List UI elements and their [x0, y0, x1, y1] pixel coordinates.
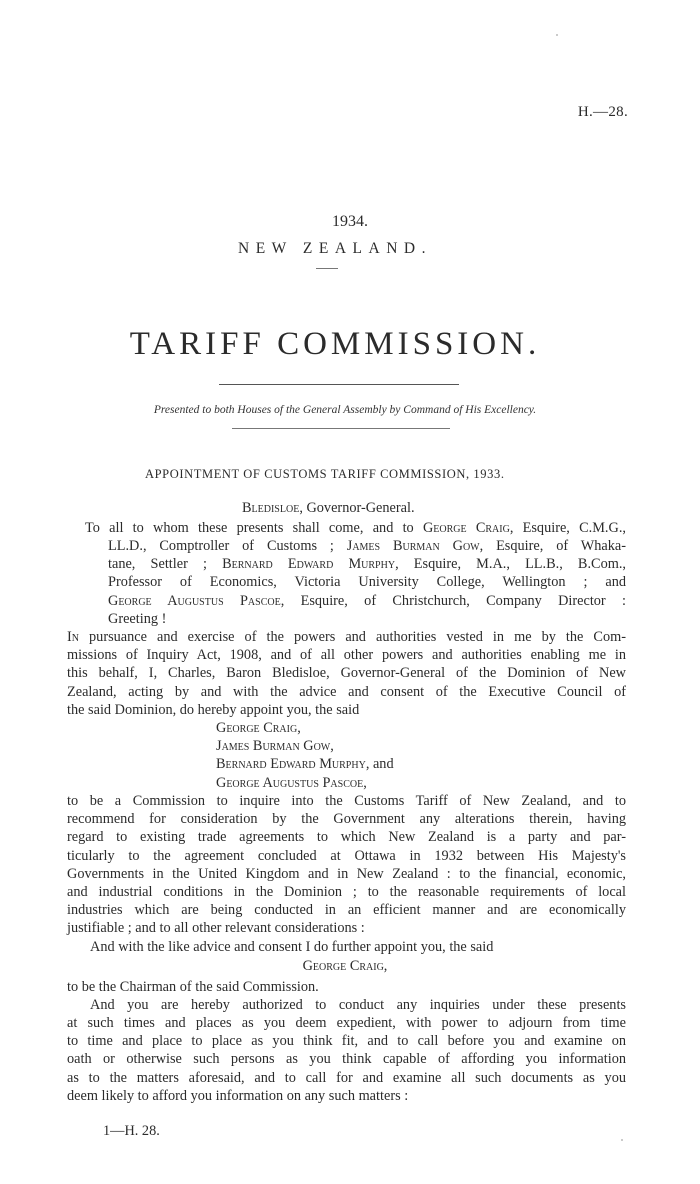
text-line: And you are hereby authorized to conduct any inquiries under these presents [90, 997, 626, 1013]
document-reference: H.—28. [577, 104, 628, 120]
short-divider [316, 268, 338, 269]
address-line: LL.D., Comptroller of Customs ; James Burman Gow, Esquire, of Whaka- [108, 538, 626, 554]
commissioner-name: Bernard Edward Murphy, and [216, 756, 394, 773]
country-heading: NEW ZEALAND. [238, 240, 432, 257]
page-footer-ref: 1—H. 28. [103, 1123, 160, 1139]
governor-title: , Governor-General. [299, 500, 415, 516]
address-block [85, 519, 626, 537]
text-line: missions of Inquiry Act, 1908, and of all other powers and authorities enabling me in [67, 647, 626, 664]
text-line: to time and place to place as you think fit, and to call before you and examine on [67, 1033, 626, 1050]
chairman-line: to be the Chairman of the said Commission. [67, 979, 319, 995]
person-name: James Burman Gow [346, 538, 480, 554]
paragraph-commission-purpose [67, 792, 626, 938]
paragraph-authority-first [90, 996, 626, 1014]
paper-speck [556, 34, 558, 36]
text-line: this behalf, I, Charles, Baron Bledisloe, Governor-General of the Dominion of New [67, 665, 626, 682]
text-line: as to the matters aforesaid, and to call for and examine all such documents as you [67, 1069, 626, 1086]
governor-line [242, 499, 415, 517]
text-line: oath or otherwise such persons as you think capable of affording you information [67, 1051, 626, 1068]
paper-speck [621, 1139, 623, 1141]
address-line: tane, Settler ; Bernard Edward Murphy, Esquire, M.A., LL.B., B.Com., [108, 556, 626, 573]
text-line: Governments in the United Kingdom and in New Zealand : to the financial, economic, [67, 865, 626, 882]
text-line: Zealand, acting by and with the advice and consent of the Executive Council of [67, 683, 626, 700]
person-name: George Craig [422, 520, 510, 536]
person-name: Bernard Edward Murphy [222, 556, 396, 573]
text-line: deem likely to afford you information on any such matters : [67, 1087, 409, 1104]
further-appointment-line: And with the like advice and consent I do further appoint you, the said [90, 939, 494, 955]
page-title: TARIFF COMMISSION. [129, 326, 541, 362]
address-line: Greeting ! [108, 610, 167, 627]
address-line: George Augustus Pascoe, Esquire, of Christchurch, Company Director : [108, 592, 626, 609]
document-year: 1934. [332, 213, 368, 230]
title-divider-top [219, 384, 459, 385]
presented-note: Presented to both Houses of the General Assembly by Command of His Excellency. [153, 404, 537, 416]
text-line: justifiable ; and to all other relevant considerations : [67, 920, 365, 937]
text-line: industries which are being conducted in an efficient manner and are economically [67, 902, 626, 919]
address-line: Professor of Economics, Victoria University College, Wellington ; and [108, 574, 626, 591]
text-line: and industrial conditions in the Dominion ; to the reasonable requirements of local [67, 883, 626, 900]
governor-name: Bledisloe [242, 500, 300, 516]
commissioner-names [216, 719, 394, 792]
paragraph-pursuance [67, 628, 626, 719]
text-line: to be a Commission to inquire into the Customs Tariff of New Zealand, and to [67, 793, 626, 809]
commissioner-name: James Burman Gow, [216, 738, 334, 755]
text-line: at such times and places as you deem expedient, with power to adjourn from time [67, 1015, 626, 1031]
address-line: To all to whom these presents shall come, and to George Craig, Esquire, C.M.G., [85, 520, 626, 536]
text-line: ticularly to the agreement concluded at Ottawa in 1932 between His Majesty's [67, 847, 626, 864]
text-line: In pursuance and exercise of the powers and authorities vested in me by the Com- [67, 629, 626, 645]
text-line: recommend for consideration by the Government any alterations therein, having [67, 811, 626, 828]
person-name: George Augustus Pascoe [108, 592, 281, 609]
commissioner-name: George Augustus Pascoe, [216, 774, 367, 791]
title-divider-bottom [232, 428, 450, 429]
text-line: regard to existing trade agreements to which New Zealand is a party and par- [67, 829, 626, 846]
paragraph-authority [67, 1014, 626, 1105]
appointment-heading: APPOINTMENT OF CUSTOMS TARIFF COMMISSION, 1933. [145, 467, 505, 481]
text-line: the said Dominion, do hereby appoint you, the said [67, 701, 360, 718]
chairman-name: George Craig, [302, 958, 388, 974]
address-continuation [108, 537, 626, 628]
commissioner-name: George Craig, [216, 720, 301, 736]
